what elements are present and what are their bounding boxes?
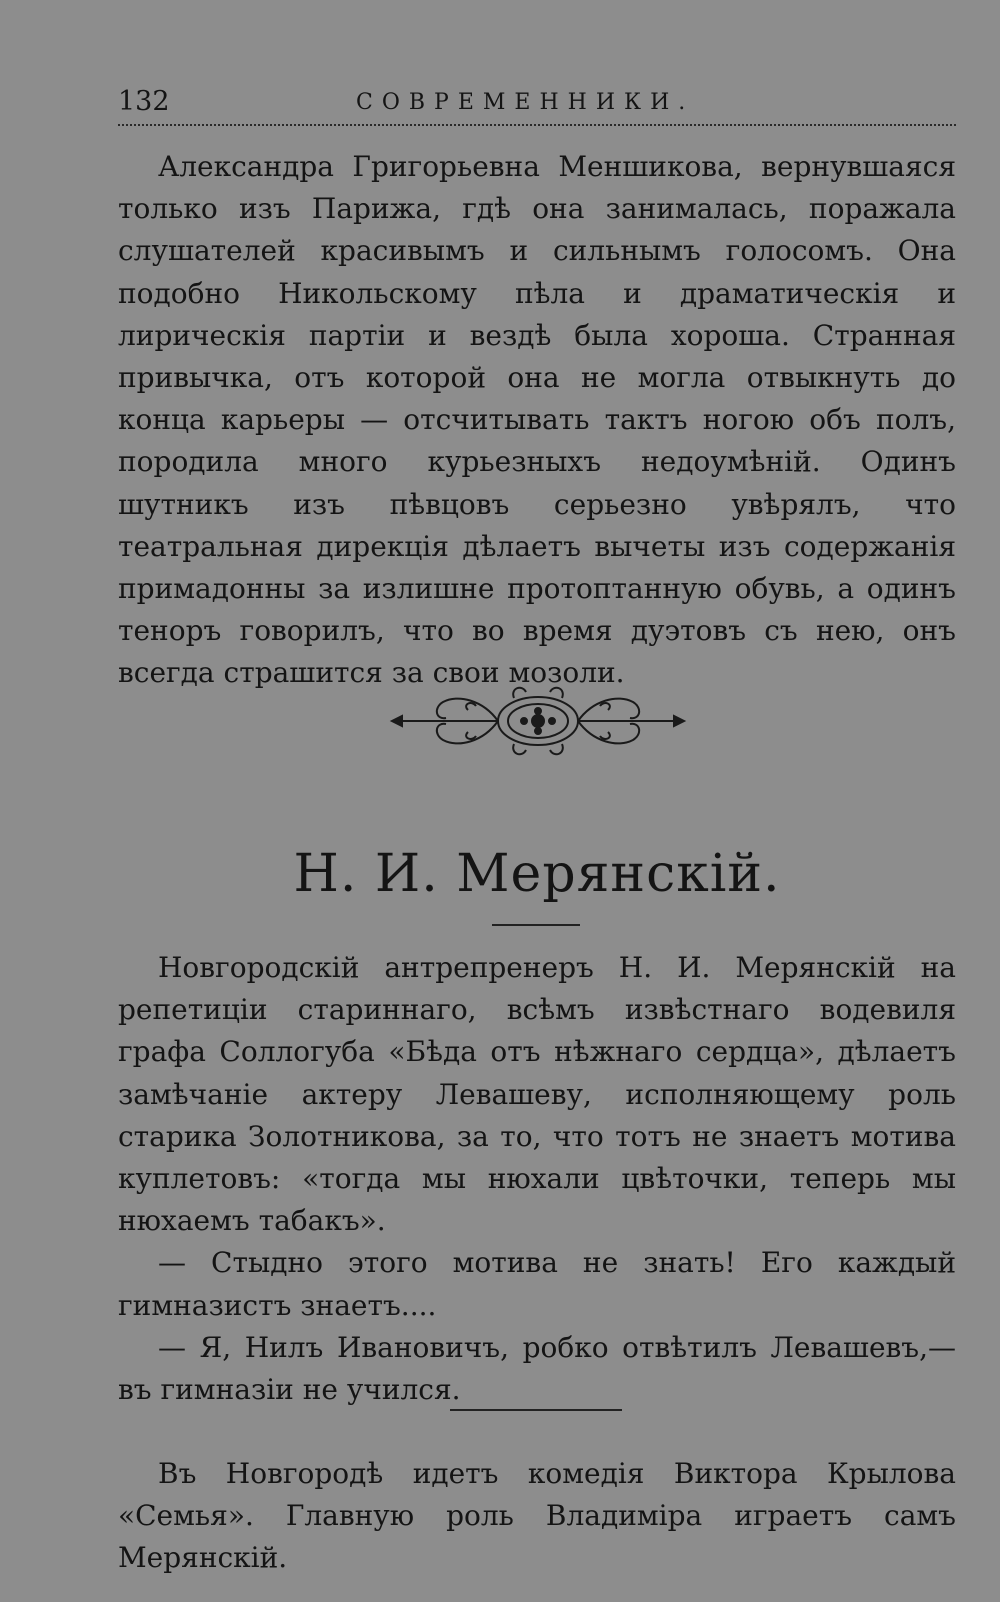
running-title: СОВРЕМЕННИКИ. — [356, 90, 695, 115]
section-separator-rule — [450, 1409, 622, 1411]
section-title: Н. И. Мерянскій. — [293, 844, 781, 904]
paragraph: Новгородскій антрепренеръ Н. И. Мерянскій на репетиціи стариннаго, всѣмъ извѣстнаго водевиля графа Соллогуба «Бѣда отъ нѣжнаго сердца», дѣлаетъ замѣчаніе актеру Левашеву, исполняющему роль старика Золотникова, за то, что тотъ не знаетъ мотива куплетовъ: «тогда мы нюхали цвѣточки, теперь мы нюхаемъ табакъ». — [118, 951, 956, 1238]
paragraph: Александра Григорьевна Меншикова, вернувшаяся только изъ Парижа, гдѣ она занималась, поражала слушателей красивымъ и сильнымъ голосомъ. Она подобно Никольскому пѣла и драматическія и лирическія партіи и вездѣ была хороша. Странная привычка, отъ которой она не могла отвыкнуть до конца карьеры — отсчитывать тактъ ногою объ полъ, породила много курьезныхъ недоумѣній. Одинъ шутникъ изъ пѣвцовъ серьезно увѣрялъ, что театральная дирекція дѣлаетъ вычеты изъ содержанія примадонны за излишне протоптанную обувь, а одинъ теноръ говорилъ, что во время дуэтовъ съ нею, онъ всегда страшится за свои мозоли. — [118, 150, 956, 690]
page-header — [118, 86, 956, 126]
section-3-text — [118, 1453, 956, 1580]
section-2-text — [118, 947, 956, 1411]
title-underline — [492, 924, 580, 926]
paragraph: Въ Новгородѣ идетъ комедія Виктора Крылова «Семья». Главную роль Владиміра играетъ самъ Мерянскій. — [118, 1457, 956, 1575]
fleuron-ornament-icon — [388, 680, 688, 762]
header-dotted-rule — [118, 124, 956, 126]
book-page — [118, 0, 956, 1602]
page-number: 132 — [118, 86, 170, 117]
dialog-paragraph: — Стыдно этого мотива не знать! Его каждый гимназистъ знаетъ.... — [118, 1246, 956, 1322]
dialog-paragraph: — Я, Нилъ Ивановичъ, робко отвѣтилъ Левашевъ,— въ гимназіи не учился. — [118, 1330, 956, 1407]
section-1-text — [118, 146, 956, 695]
